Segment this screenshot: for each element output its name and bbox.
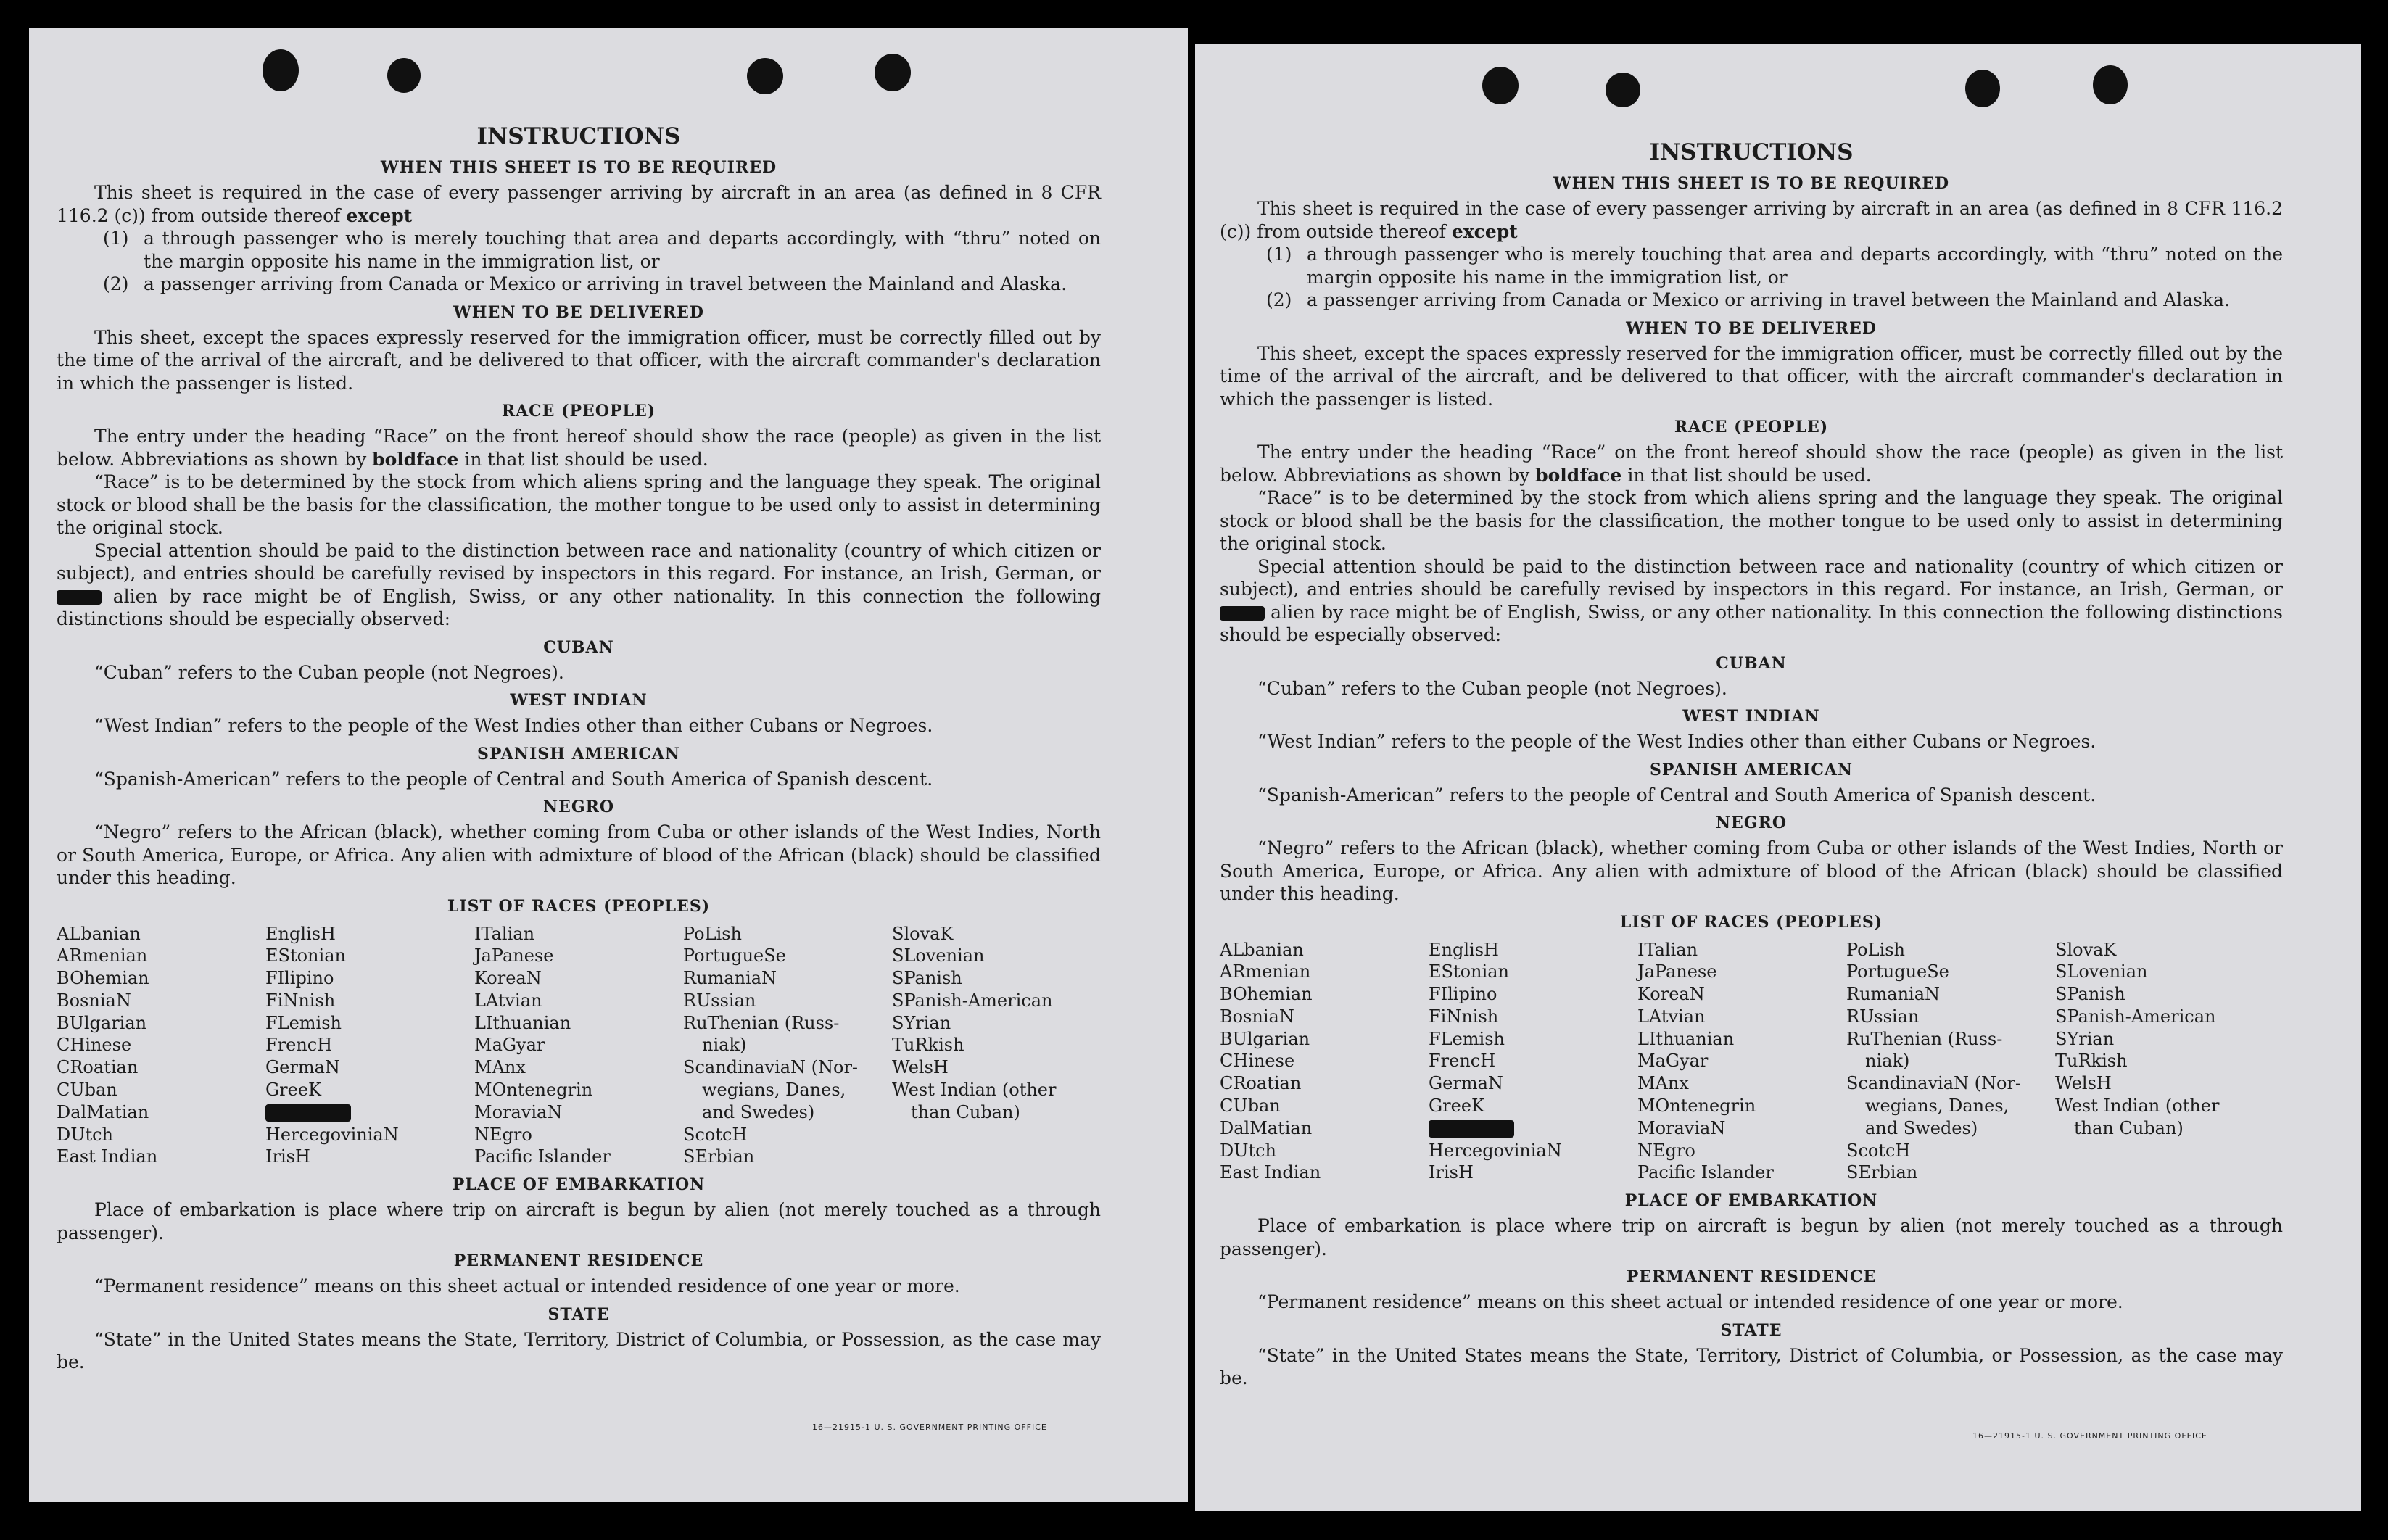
race-item: DalMatian [57,1101,149,1122]
print-code: 16—21915-1 U. S. GOVERNMENT PRINTING OFFICE [812,1423,1047,1432]
item-number: (2) [1266,289,1292,310]
race-item: SPanish [892,968,962,989]
heading-when-delivered: WHEN TO BE DELIVERED [1626,318,1877,338]
race-list [57,923,1101,1169]
text: in that list should be used. [458,448,708,470]
race-item: niak) [702,1035,747,1056]
heading-negro: NEGRO [542,798,615,816]
race-item: RUssian [1846,1006,1920,1027]
race-item: IrisH [265,1146,310,1167]
race-item: MoraviaN [1637,1117,1726,1138]
print-code: 16—21915-1 U. S. GOVERNMENT PRINTING OFFICE [1972,1431,2207,1441]
text: The entry under the heading “Race” on the front hereof should show the race (people) as given in the list below. Abbreviations as shown by [1220,442,2283,486]
race-item: EnglisH [1429,939,1499,960]
paragraph-negro: “Negro” refers to the African (black), whether coming from Cuba or other islands of the West Indies, North or South America, Europe, or Africa. Any alien with admixture of blood of the African (black) should be classified under this heading. [1220,837,2283,904]
race-item: NEgro [474,1124,532,1145]
race-item: RumaniaN [1846,984,1941,1005]
race-item: RuThenian (Russ- [683,1012,840,1033]
paragraph-race-2: “Race” is to be determined by the stock from which aliens spring and the language they speak. The original stock or blood shall be the basis for the classification, the mother tongue to be used only to assist in determining the original stock. [1220,487,2283,554]
race-item: ScandinaviaN (Nor- [1846,1073,2022,1094]
race-item: EStonian [1429,961,1509,982]
race-item: CUban [57,1080,117,1101]
instruction-sheet-right [1195,44,2361,1511]
text: This sheet is required in the case of every passenger arriving by aircraft in an area (as defined in 8 CFR 116.2 (c)) from outside thereof [57,182,1101,226]
race-item: PortugueSe [1846,961,1949,982]
race-item: EnglisH [265,923,336,944]
heading-embarkation: PLACE OF EMBARKATION [452,1175,706,1195]
paragraph-delivered: This sheet, except the spaces expressly reserved for the immigration officer, must be correctly filled out by the time of the arrival of the aircraft, and be delivered to that officer, with the aircraft commander's declaration in which the passenger is listed. [57,326,1101,394]
paragraph-state: “State” in the United States means the State, Territory, District of Columbia, or Possession, as the case may be. [57,1328,1101,1373]
text: Special attention should be paid to the distinction between race and nationality (country of which citizen or subject), and entries should be carefully revised by inspectors in this regard. For instance, an Irish, German, or [57,539,1101,584]
race-item: RumaniaN [683,968,777,989]
race-item: GreeK [265,1080,321,1101]
race-item: KoreaN [474,968,542,989]
race-item: CRoatian [1220,1073,1302,1094]
race-item [2055,1162,2264,1184]
paragraph-west-indian: “West Indian” refers to the people of the West Indies other than either Cubans or Negroes. [94,715,933,736]
race-item: ScotcH [1846,1140,1911,1161]
race-item: BOhemian [1220,984,1313,1005]
text: This sheet is required in the case of every passenger arriving by aircraft in an area (as defined in 8 CFR 116.2 (c)) from outside thereof [1220,198,2283,242]
race-item: SYrian [2055,1028,2115,1049]
race-item: JaPanese [474,945,554,966]
paragraph-embarkation: Place of embarkation is place where trip on aircraft is begun by alien (not merely touched as a through passenger). [1220,1215,2283,1259]
paragraph-west-indian: “West Indian” refers to the people of the West Indies other than either Cubans or Negroes. [1257,731,2096,752]
race-item: ScotcH [683,1124,748,1145]
race-item: SLovenian [892,945,985,966]
race-item: DalMatian [1220,1117,1313,1138]
heading-west-indian: WEST INDIAN [1682,707,1820,726]
heading-when-delivered: WHEN TO BE DELIVERED [453,302,704,322]
heading-negro: NEGRO [1715,814,1788,832]
race-item: ALbanian [57,923,141,944]
exception-item-2 [1220,289,2283,312]
sheet-content [57,122,1101,1374]
paragraph-race-1 [57,425,1101,471]
race-item: wegians, Danes, [702,1080,846,1101]
paragraph-race-3 [1220,555,2283,647]
heading-permanent-residence: PERMANENT RESIDENCE [453,1251,704,1271]
race-item: BOhemian [57,968,149,989]
race-item: ARmenian [57,945,148,966]
race-item: TuRkish [2055,1051,2128,1072]
race-item: BosniaN [1220,1006,1294,1027]
race-item [892,1124,1101,1146]
exception-item-2 [57,273,1101,296]
heading-embarkation: PLACE OF EMBARKATION [1624,1191,1878,1211]
race-item: LIthuanian [1637,1028,1735,1049]
instruction-sheet-left [29,28,1188,1502]
race-item: EStonian [265,945,346,966]
redaction-bar [265,1104,351,1122]
race-item: GermaN [265,1057,340,1078]
race-item: West Indian (other [892,1080,1057,1101]
race-item: SlovaK [892,923,954,944]
race-item: SLovenian [2055,961,2148,982]
race-item: and Swedes) [1865,1117,1978,1138]
redaction-mark [265,1101,474,1124]
bold-text: except [346,204,413,226]
race-item: FrencH [1429,1051,1496,1072]
race-item: RUssian [683,990,756,1011]
punch-hole [387,58,421,93]
heading-state: STATE [548,1304,610,1324]
race-item: MAnx [474,1057,526,1078]
race-item: IrisH [1429,1162,1474,1183]
race-item: than Cuban) [911,1101,1020,1122]
race-item: PortugueSe [683,945,786,966]
race-item: SErbian [1846,1162,1918,1183]
race-item: RuThenian (Russ- [1846,1028,2003,1049]
bold-text: boldface [1535,464,1622,486]
punch-hole [263,49,299,91]
race-item: FrencH [265,1035,333,1056]
race-item: than Cuban) [2074,1117,2184,1138]
item-number: (2) [103,273,129,294]
text: Special attention should be paid to the distinction between race and nationality (country of which citizen or subject), and entries should be carefully revised by inspectors in this regard. For instance, an Irish, German, or [1220,555,2283,600]
race-item: DUtch [57,1124,114,1145]
bold-text: boldface [372,448,459,470]
heading-spanish-american: SPANISH AMERICAN [1649,760,1854,779]
heading-when-required: WHEN THIS SHEET IS TO BE REQUIRED [380,158,777,177]
paragraph-cuban: “Cuban” refers to the Cuban people (not Negroes). [94,661,564,683]
heading-race: RACE (PEOPLE) [1674,418,1829,436]
text: alien by race might be of English, Swiss, or any other nationality. In this connection the following distinctions should be especially observed: [57,585,1101,629]
paragraph-residence: “Permanent residence” means on this sheet actual or intended residence of one year or more. [1257,1291,2123,1313]
race-item: FIlipino [265,968,334,989]
race-item: FLemish [1429,1028,1505,1049]
paragraph-race-2: “Race” is to be determined by the stock from which aliens spring and the language they speak. The original stock or blood shall be the basis for the classification, the mother tongue to be used only to assist in determining the original stock. [57,471,1101,538]
race-item: East Indian [1220,1162,1321,1183]
redaction-bar [1429,1120,1514,1138]
race-item: FIlipino [1429,984,1497,1005]
heading-state: STATE [1720,1320,1782,1340]
race-item: ALbanian [1220,939,1304,960]
race-item: Pacific Islander [474,1146,611,1167]
race-item: DUtch [1220,1140,1277,1161]
item-text: a through passenger who is merely touching that area and departs accordingly, with “thru” noted on the margin opposite his name in the immigration list, or [144,228,1101,272]
heading-cuban: CUBAN [543,637,614,657]
race-item [2055,1140,2264,1162]
race-item: FiNnish [265,990,336,1011]
paragraph-spanish-american: “Spanish-American” refers to the people of Central and South America of Spanish descent. [1257,784,2096,806]
exception-item-1 [1220,243,2283,289]
race-item: East Indian [57,1146,158,1167]
paragraph-required [1220,197,2283,243]
race-item: PoLish [683,923,743,944]
race-item: MaGyar [1637,1051,1709,1072]
race-item: NEgro [1637,1140,1695,1161]
race-item: CHinese [1220,1051,1295,1072]
paragraph-negro: “Negro” refers to the African (black), whether coming from Cuba or other islands of the West Indies, North or South America, Europe, or Africa. Any alien with admixture of blood of the African (black) should be classified under this heading. [57,821,1101,888]
paragraph-cuban: “Cuban” refers to the Cuban people (not Negroes). [1257,677,1727,699]
paragraph-race-3 [57,539,1101,631]
paragraph-spanish-american: “Spanish-American” refers to the people of Central and South America of Spanish descent. [94,768,933,790]
redaction-mark [57,590,102,605]
heading-west-indian: WEST INDIAN [510,691,648,710]
item-text: a passenger arriving from Canada or Mexico or arriving in travel between the Mainland and Alaska. [1307,289,2231,310]
race-item: ITalian [1637,939,1698,960]
punch-hole [747,58,783,94]
heading-list-of-races: LIST OF RACES (PEOPLES) [447,896,711,916]
race-item: MOntenegrin [1637,1096,1756,1117]
race-item: GreeK [1429,1096,1484,1117]
text: alien by race might be of English, Swiss, or any other nationality. In this connection the following distinctions should be especially observed: [1220,601,2283,645]
heading-race: RACE (PEOPLE) [501,402,656,421]
race-item: JaPanese [1637,961,1717,982]
page-title: INSTRUCTIONS [476,123,681,149]
race-item: BUlgarian [57,1012,147,1033]
race-list [1220,939,2283,1185]
page-title: INSTRUCTIONS [1649,139,1854,165]
heading-when-required: WHEN THIS SHEET IS TO BE REQUIRED [1553,174,1950,193]
race-item: BUlgarian [1220,1028,1310,1049]
race-item: SPanish [2055,984,2125,1005]
race-item: SPanish-American [2055,1006,2216,1027]
punch-hole [1606,73,1640,107]
race-item: ScandinaviaN (Nor- [683,1057,859,1078]
punch-hole [1965,70,2000,107]
race-item: PoLish [1846,939,1906,960]
race-item: West Indian (other [2055,1096,2220,1117]
race-item: SYrian [892,1012,951,1033]
race-item: MAnx [1637,1073,1689,1094]
heading-cuban: CUBAN [1716,653,1787,673]
race-item: and Swedes) [702,1101,815,1122]
item-number: (1) [103,228,129,249]
paragraph-race-1 [1220,441,2283,487]
race-item: MaGyar [474,1035,545,1056]
race-item: BosniaN [57,990,131,1011]
punch-hole [2093,65,2128,104]
heading-spanish-american: SPANISH AMERICAN [476,744,681,763]
paragraph-state: “State” in the United States means the State, Territory, District of Columbia, or Possession, as the case may be. [1220,1344,2283,1389]
race-item: niak) [1865,1051,1910,1072]
punch-hole [875,54,911,91]
bold-text: except [1451,220,1518,242]
heading-permanent-residence: PERMANENT RESIDENCE [1626,1267,1877,1287]
race-item: MoraviaN [474,1101,563,1122]
race-item: wegians, Danes, [1865,1096,2009,1117]
race-item: SErbian [683,1146,755,1167]
paragraph-residence: “Permanent residence” means on this sheet actual or intended residence of one year or more. [94,1275,960,1297]
race-item: HercegoviniaN [1429,1140,1562,1161]
item-number: (1) [1266,244,1292,265]
heading-list-of-races: LIST OF RACES (PEOPLES) [1619,912,1883,932]
race-item: CHinese [57,1035,132,1056]
race-item [892,1146,1101,1168]
redaction-mark [1220,606,1265,621]
race-item: LAtvian [1637,1006,1706,1027]
exception-item-1 [57,227,1101,273]
race-item: SlovaK [2055,939,2117,960]
race-item: GermaN [1429,1073,1503,1094]
race-item: SPanish-American [892,990,1053,1011]
race-item: KoreaN [1637,984,1705,1005]
race-item: FiNnish [1429,1006,1499,1027]
paragraph-embarkation: Place of embarkation is place where trip on aircraft is begun by alien (not merely touched as a through passenger). [57,1199,1101,1243]
text: The entry under the heading “Race” on the front hereof should show the race (people) as given in the list below. Abbreviations as shown by [57,426,1101,470]
race-item: FLemish [265,1012,342,1033]
race-item: CUban [1220,1096,1281,1117]
race-item: HercegoviniaN [265,1124,399,1145]
race-item: MOntenegrin [474,1080,593,1101]
race-item: TuRkish [892,1035,964,1056]
race-item: Pacific Islander [1637,1162,1774,1183]
sheet-content [1220,138,2283,1390]
item-text: a through passenger who is merely touching that area and departs accordingly, with “thru” noted on the margin opposite his name in the immigration list, or [1307,244,2283,288]
race-item: ITalian [474,923,535,944]
paragraph-delivered: This sheet, except the spaces expressly reserved for the immigration officer, must be correctly filled out by the time of the arrival of the aircraft, and be delivered to that officer, with the aircraft commander's declaration in which the passenger is listed. [1220,342,2283,410]
item-text: a passenger arriving from Canada or Mexico or arriving in travel between the Mainland and Alaska. [144,273,1067,294]
redaction-mark [1429,1117,1637,1140]
paragraph-required [57,181,1101,227]
punch-hole [1482,67,1519,104]
race-item: LAtvian [474,990,542,1011]
race-item: WelsH [892,1057,949,1078]
race-item: LIthuanian [474,1012,571,1033]
race-item: WelsH [2055,1073,2112,1094]
race-item: ARmenian [1220,961,1311,982]
text: in that list should be used. [1621,464,1872,486]
race-item: CRoatian [57,1057,139,1078]
